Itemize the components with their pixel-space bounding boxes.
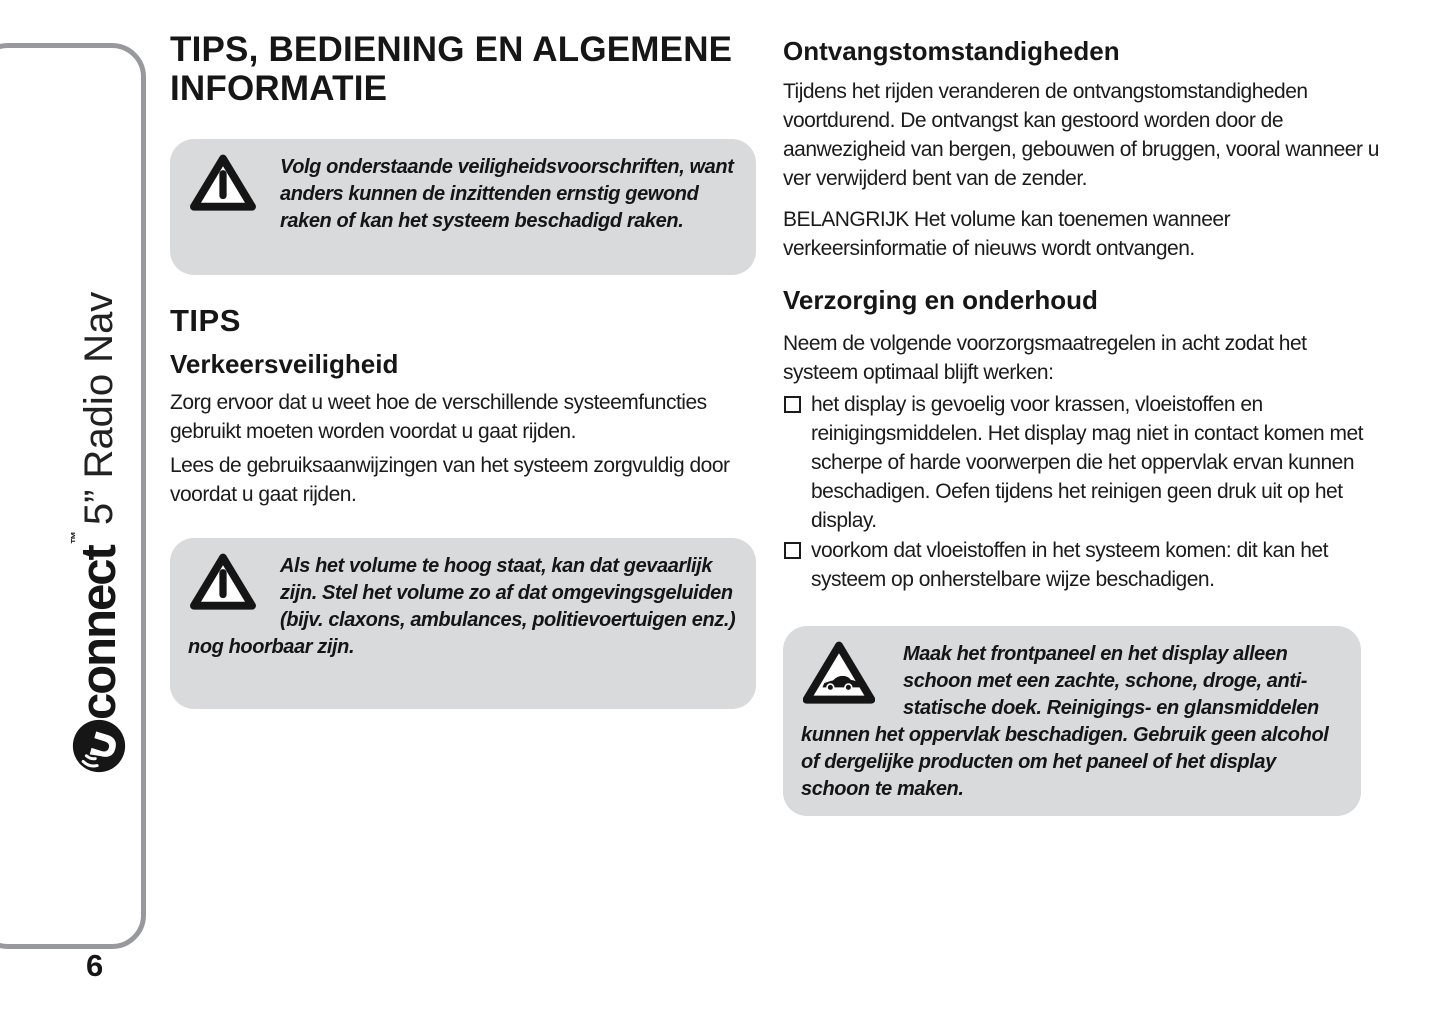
page-number: 6: [86, 948, 104, 983]
car-warning-triangle-icon: [803, 641, 889, 722]
traffic-safety-paragraph: Zorg ervoor dat u weet hoe de verschillende systeemfuncties gebruikt moeten worden voordat u gaat rijden.: [170, 391, 707, 443]
tips-heading: TIPS: [170, 303, 241, 338]
left-column: [170, 0, 762, 1032]
warning-cleaning-text: Maak het frontpaneel en het display alleen schoon met een zachte, schone, droge, anti-statische doek. Reinigings- en glansmiddelen kunnen het oppervlak beschadigen. Gebruik geen alcohol of dergelijke producten om het paneel of het display schoon te maken.: [801, 643, 1329, 800]
right-column: [783, 0, 1383, 1032]
warning-box-cleaning: [783, 626, 1361, 816]
care-bullet-item: [783, 390, 1383, 535]
brand-logo-text: connect: [72, 546, 126, 720]
warning-box-safety: [170, 139, 756, 275]
checkbox-bullet-icon: [784, 542, 801, 559]
reception-paragraph: Tijdens het rijden veranderen de ontvangstomstandigheden voortdurend. De ontvangst kan gestoord worden door de aanwezigheid van bergen, gebouwen of bruggen, vooral wanneer u ver verwijderd bent van de zender.: [783, 80, 1379, 190]
warning-triangle-icon: [190, 154, 266, 235]
reception-heading: Ontvangstomstandigheden: [783, 36, 1120, 66]
warning-safety-text: Volg onderstaande veiligheidsvoorschriften, want anders kunnen de inzittenden ernstig gewond raken of kan het systeem beschadigd raken.: [280, 156, 734, 232]
care-heading: Verzorging en onderhoud: [783, 285, 1098, 315]
page-title: TIPS, BEDIENING EN ALGEMENE INFORMATIE: [170, 30, 733, 108]
uconnect-logo-icon: [71, 718, 127, 774]
warning-volume-text: Als het volume te hoog staat, kan dat gevaarlijk zijn. Stel het volume zo af dat omgevingsgeluiden (bijv. claxons, ambulances, politievoertuigen enz.) nog hoorbaar zijn.: [188, 555, 736, 658]
care-bullet-text: het display is gevoelig voor krassen, vloeistoffen en reinigingsmiddelen. Het display mag niet in contact komen met scherpe of harde voorwerpen die het oppervlak ervan kunnen beschadigen. Oefen tijdens het reinigen geen druk uit op het display.: [811, 393, 1363, 532]
checkbox-bullet-icon: [784, 396, 801, 413]
care-intro: Neem de volgende voorzorgsmaatregelen in acht zodat het systeem optimaal blijft werken:: [783, 332, 1307, 384]
brand-vertical-text: [60, 212, 138, 774]
warning-box-volume: [170, 538, 756, 709]
brand-trademark: ™: [68, 531, 83, 545]
traffic-safety-heading: Verkeersveiligheid: [170, 349, 399, 379]
traffic-safety-paragraph: Lees de gebruiksaanwijzingen van het systeem zorgvuldig door voordat u gaat rijden.: [170, 454, 730, 506]
care-bullet-text: voorkom dat vloeistoffen in het systeem komen: dit kan het systeem op onherstelbare wijze beschadigen.: [811, 539, 1328, 591]
important-note: BELANGRIJK Het volume kan toenemen wanneer verkeersinformatie of nieuws wordt ontvangen.: [783, 208, 1231, 260]
care-bullet-item: [783, 536, 1383, 594]
brand-product-name: 5” Radio Nav: [76, 291, 121, 526]
warning-triangle-icon: [190, 553, 266, 634]
